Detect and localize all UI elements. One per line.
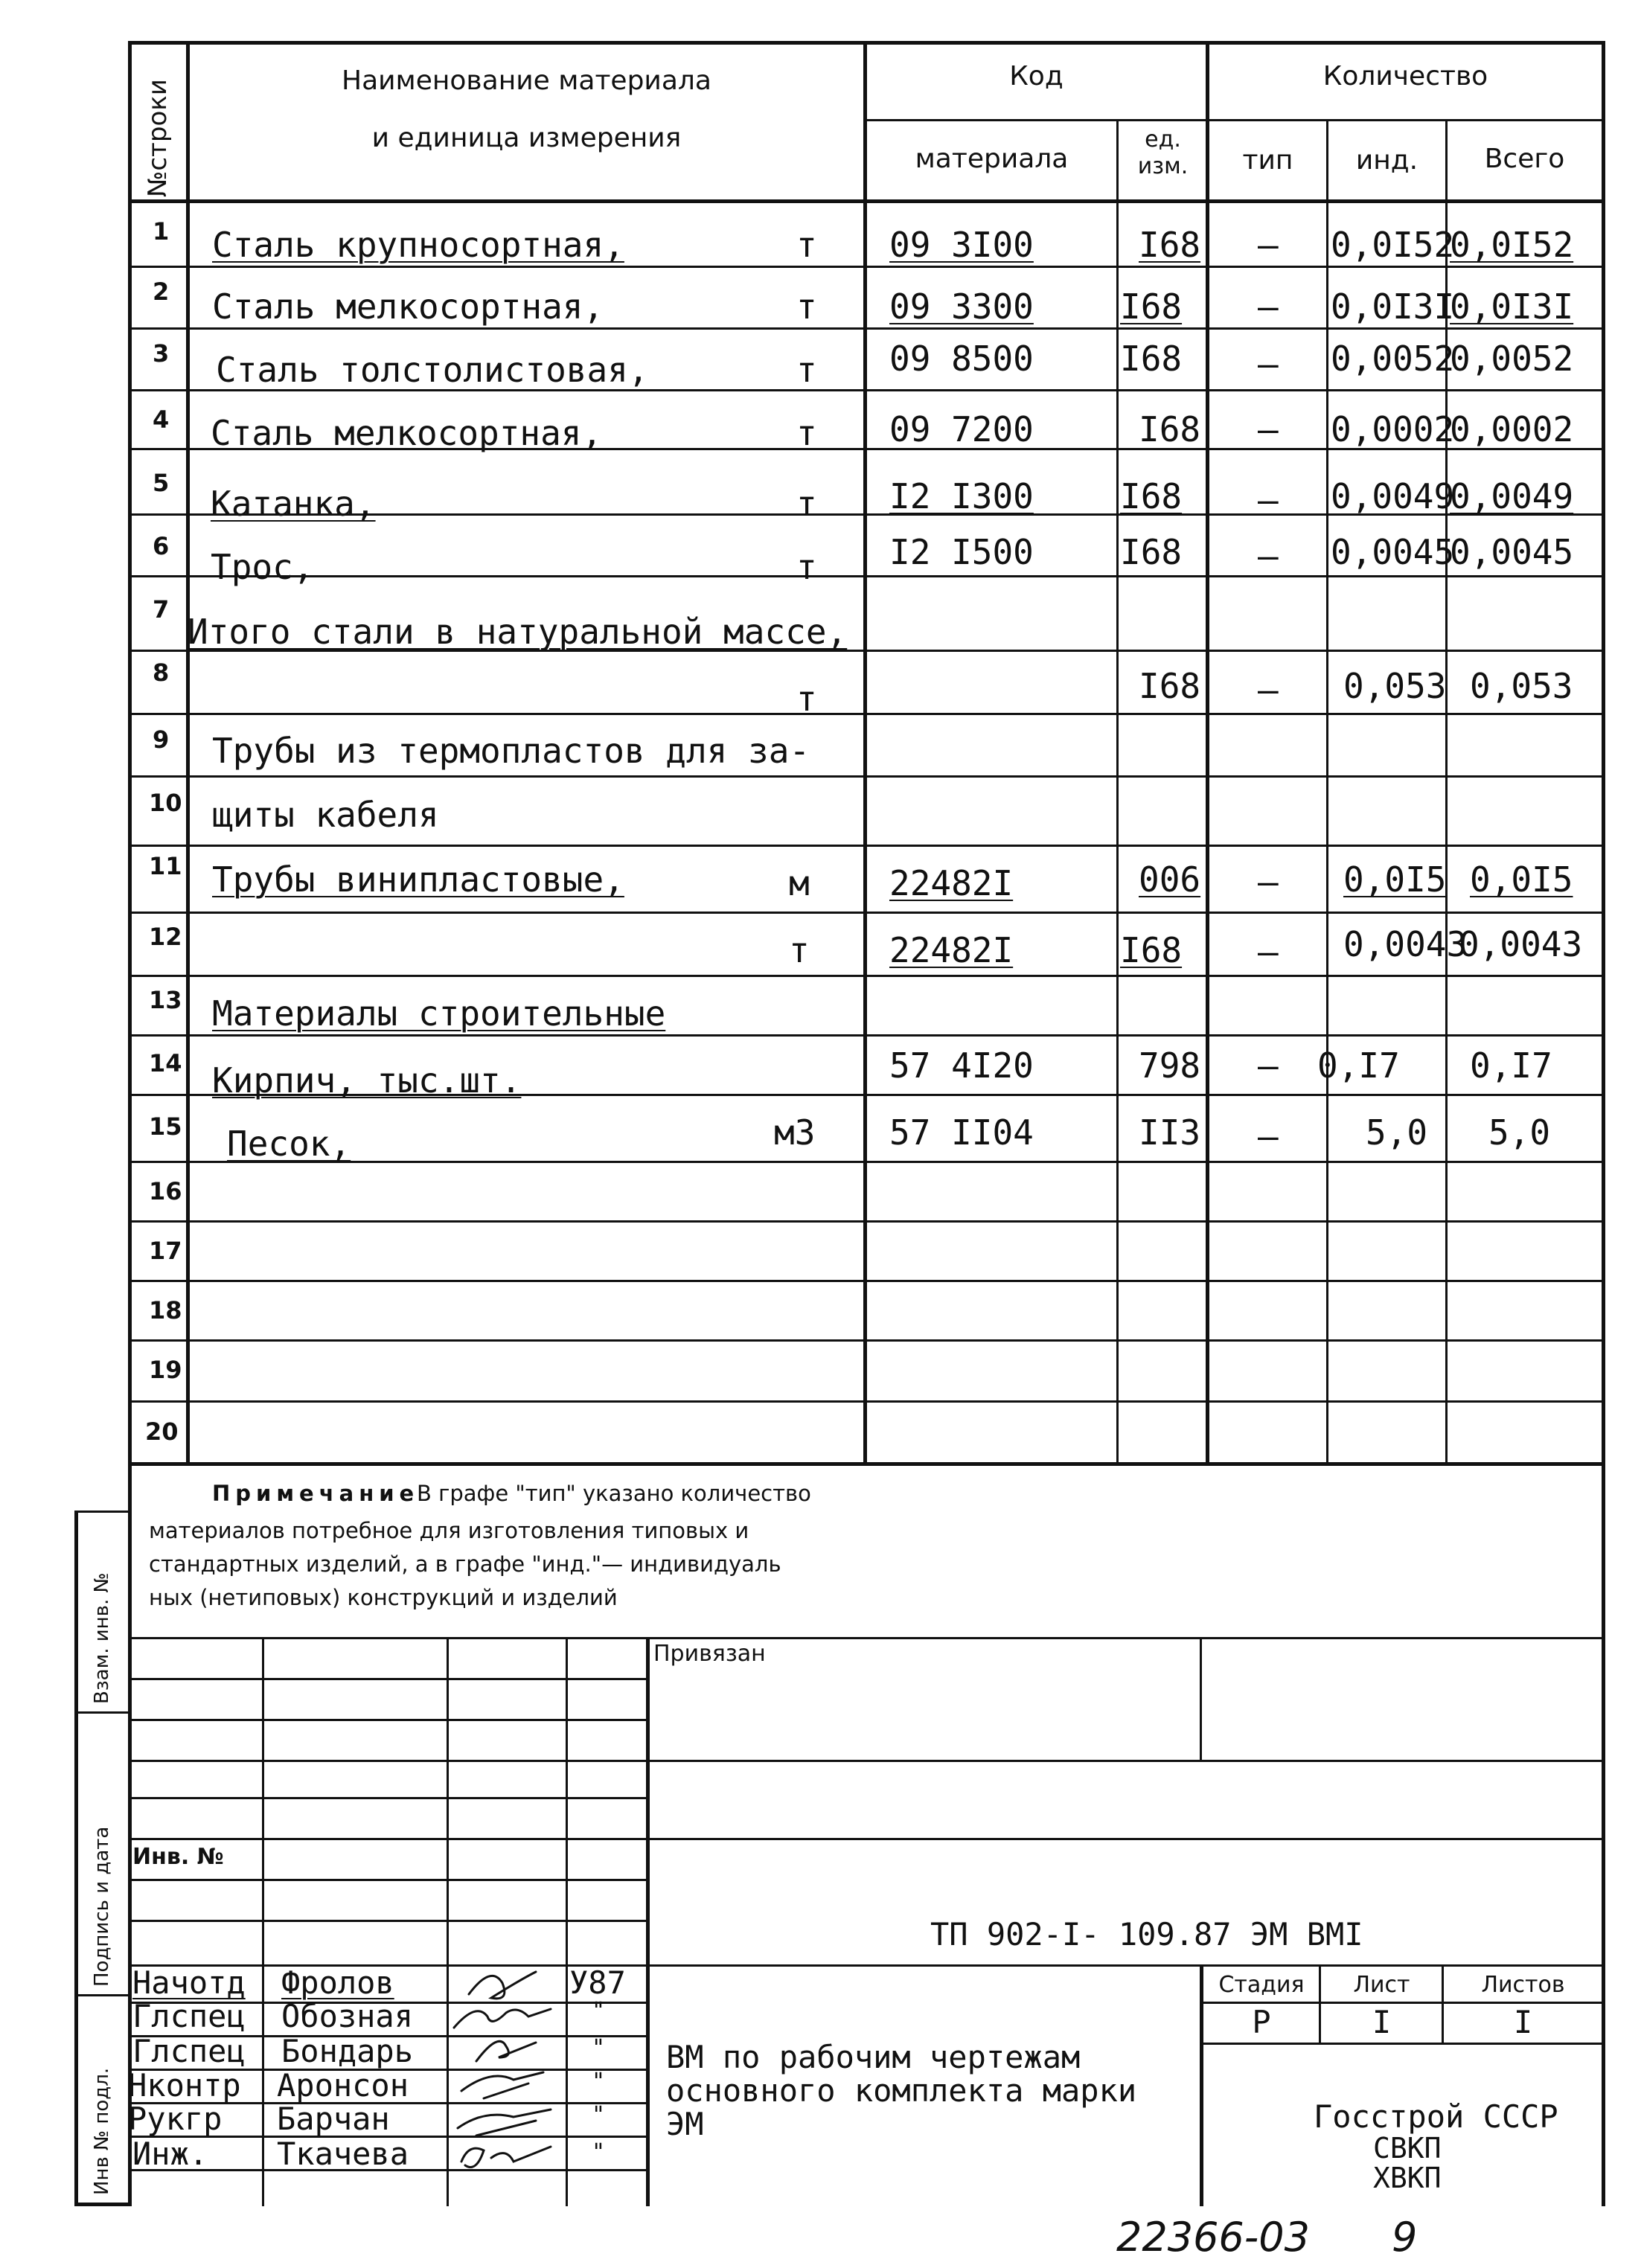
- header-code-material: материала: [915, 144, 1069, 174]
- doc-title-line1: ВМ по рабочим чертежам: [666, 2039, 1081, 2075]
- signer-date: ": [592, 2102, 606, 2128]
- row-unit: т: [789, 930, 810, 970]
- note-label: Примечание: [212, 1481, 420, 1506]
- row-number: 15: [149, 1112, 182, 1141]
- row-number: 17: [149, 1237, 182, 1265]
- header-code: Код: [1009, 61, 1064, 92]
- row-number: 10: [149, 789, 182, 817]
- signer-name: Бондарь: [281, 2033, 414, 2069]
- sheets-label: Листов: [1481, 1972, 1565, 1998]
- row-unit: т: [796, 350, 817, 390]
- row-code: 57 II04: [889, 1112, 1034, 1153]
- row-total: 5,0: [1488, 1112, 1551, 1153]
- row-unit: т: [796, 679, 817, 719]
- row-name: Трубы из термопластов для за-: [212, 731, 810, 771]
- signer-date: У87: [569, 1964, 626, 2001]
- row-code: 22482I: [889, 930, 1014, 970]
- row-number: 18: [149, 1296, 182, 1324]
- row-ed: I68: [1139, 666, 1201, 706]
- row-name: Итого стали в натуральной массе,: [188, 612, 848, 652]
- signer-date: ": [592, 2069, 606, 2095]
- row-unit: м3: [774, 1112, 816, 1153]
- row-type: –: [1258, 409, 1279, 449]
- row-unit: т: [796, 547, 817, 587]
- row-number: 12: [149, 923, 182, 951]
- row-number: 14: [149, 1049, 182, 1077]
- row-code: I2 I500: [889, 532, 1034, 572]
- row-total: 0,0049: [1450, 476, 1574, 516]
- row-name: Сталь мелкосортная,: [212, 286, 604, 327]
- signer-role: Начотд: [132, 1964, 246, 2001]
- signatures-graphic: [447, 1950, 566, 2206]
- row-total: 0,0002: [1450, 409, 1574, 449]
- header-row-no: №строки: [143, 79, 173, 197]
- side-label-inv-podl: Инв № подл.: [91, 2067, 113, 2195]
- row-ind: 0,I7: [1317, 1045, 1400, 1086]
- doc-title-line3: ЭМ: [666, 2106, 704, 2142]
- signer-date: ": [592, 1998, 606, 2024]
- sheets-value: I: [1513, 2004, 1533, 2040]
- row-number: 20: [145, 1418, 179, 1446]
- org-line3: ХВКП: [1373, 2162, 1442, 2194]
- row-number: 2: [153, 278, 170, 306]
- stage-label: Стадия: [1218, 1972, 1305, 1998]
- row-type: –: [1258, 1045, 1279, 1086]
- row-name: Сталь толстолистовая,: [216, 350, 649, 390]
- signer-role: Глспец: [132, 1998, 246, 2034]
- side-label-vzam: Взам. инв. №: [91, 1572, 113, 1704]
- row-name: Сталь мелкосортная,: [211, 413, 603, 453]
- row-ed: I68: [1120, 532, 1183, 572]
- row-name: Сталь крупносортная,: [212, 225, 624, 265]
- row-ind: 0,0049: [1331, 476, 1455, 516]
- note-line2: материалов потребное для изготовления типовых и: [149, 1518, 749, 1543]
- signer-name: Ткачева: [277, 2136, 409, 2172]
- stage-value: Р: [1252, 2004, 1271, 2040]
- row-type: –: [1258, 932, 1279, 972]
- row-number: 19: [149, 1356, 182, 1384]
- signer-date: ": [592, 2139, 606, 2165]
- row-number: 7: [153, 595, 170, 624]
- row-ed: I68: [1120, 930, 1183, 970]
- row-name: Трос,: [211, 547, 314, 587]
- row-ed: I68: [1120, 286, 1183, 327]
- row-ed: II3: [1139, 1112, 1201, 1153]
- row-number: 6: [153, 532, 170, 560]
- row-type: –: [1258, 862, 1279, 902]
- header-quantity: Количество: [1322, 61, 1488, 92]
- signer-name: Фролов: [281, 1964, 394, 2001]
- page-number: 9: [1392, 2214, 1418, 2261]
- row-type: –: [1258, 480, 1279, 520]
- row-number: 3: [153, 339, 170, 368]
- row-ind: 0,053: [1343, 666, 1447, 706]
- row-number: 8: [153, 659, 170, 687]
- row-name: щиты кабеля: [212, 795, 439, 835]
- privyazan-label: Привязан: [653, 1641, 766, 1667]
- row-ind: 0,0052: [1331, 339, 1455, 379]
- row-ed: I68: [1139, 225, 1201, 265]
- row-total: 0,053: [1470, 666, 1573, 706]
- row-number: 1: [153, 217, 170, 246]
- row-ind: 0,0I52: [1331, 225, 1455, 265]
- note-line1: В графе "тип" указано количество: [417, 1481, 811, 1506]
- row-unit: т: [796, 413, 817, 453]
- stamp-number: 22366-03: [1116, 2214, 1310, 2261]
- row-name: Материалы строительные: [212, 993, 666, 1034]
- row-unit: т: [796, 286, 817, 327]
- row-ind: 5,0: [1366, 1112, 1428, 1153]
- row-ed: 006: [1139, 859, 1201, 900]
- row-total: 0,0I3I: [1450, 286, 1574, 327]
- header-name-line1: Наименование материала: [342, 65, 711, 96]
- row-total: 0,I7: [1470, 1045, 1552, 1086]
- doc-designation: ТП 902-I- 109.87 ЭМ ВМI: [930, 1916, 1363, 1953]
- row-number: 13: [149, 986, 182, 1014]
- row-type: –: [1258, 1116, 1279, 1156]
- row-unit: м: [789, 863, 810, 903]
- row-type: –: [1258, 536, 1279, 576]
- header-q-type: тип: [1242, 145, 1293, 176]
- row-ind: 0,0043: [1343, 924, 1468, 964]
- signer-name: Аронсон: [277, 2067, 409, 2104]
- note-line3: стандартных изделий, а в графе "инд."— индивидуаль: [149, 1551, 781, 1577]
- row-unit: т: [796, 225, 817, 265]
- row-code: 09 3I00: [889, 225, 1034, 265]
- inv-no-label: Инв. №: [132, 1844, 224, 1870]
- row-number: 11: [149, 852, 182, 880]
- row-ed: I68: [1120, 339, 1183, 379]
- header-code-unit: ед. изм.: [1137, 126, 1189, 179]
- doc-title-line2: основного комплекта марки: [666, 2072, 1137, 2109]
- sheet-label: Лист: [1353, 1972, 1410, 1998]
- row-ind: 0,0I3I: [1331, 286, 1455, 327]
- row-ed: I68: [1139, 409, 1201, 449]
- row-total: 0,0052: [1450, 339, 1574, 379]
- row-unit: т: [796, 484, 817, 524]
- header-q-ind: инд.: [1355, 145, 1418, 176]
- row-type: –: [1258, 344, 1279, 384]
- row-name: Песок,: [227, 1124, 351, 1164]
- row-total: 0,0043: [1459, 924, 1583, 964]
- row-number: 4: [153, 406, 170, 434]
- row-ind: 0,0I5: [1343, 859, 1447, 900]
- signer-name: Барчан: [277, 2101, 390, 2137]
- org-line2: СВКП: [1373, 2132, 1442, 2165]
- row-ind: 0,0045: [1331, 532, 1455, 572]
- row-number: 5: [153, 469, 170, 497]
- row-total: 0,0I52: [1450, 225, 1574, 265]
- header-q-total: Всего: [1484, 144, 1565, 174]
- header-name-line2: и единица измерения: [371, 123, 682, 153]
- row-type: –: [1258, 286, 1279, 327]
- row-total: 0,0I5: [1470, 859, 1573, 900]
- signer-role: Нконтр: [128, 2067, 241, 2104]
- row-code: I2 I300: [889, 476, 1034, 516]
- row-ed: I68: [1120, 476, 1183, 516]
- signer-name: Обозная: [281, 1998, 414, 2034]
- row-type: –: [1258, 670, 1279, 710]
- row-name: Катанка,: [211, 484, 376, 524]
- row-code: 09 7200: [889, 409, 1034, 449]
- row-number: 9: [153, 725, 170, 754]
- signer-date: ": [592, 2035, 606, 2061]
- row-ind: 0,0002: [1331, 409, 1455, 449]
- row-name: Трубы винипластовые,: [212, 859, 624, 900]
- signer-role: Рукгр: [128, 2101, 223, 2137]
- sheet-value: I: [1372, 2004, 1392, 2040]
- side-label-podpis: Подпись и дата: [91, 1826, 113, 1987]
- row-type: –: [1258, 225, 1279, 265]
- row-code: 09 3300: [889, 286, 1034, 327]
- signer-role: Инж.: [132, 2136, 208, 2172]
- row-number: 16: [149, 1177, 182, 1205]
- row-name: Кирпич, тыс.шт.: [212, 1060, 522, 1101]
- row-code: 09 8500: [889, 339, 1034, 379]
- row-ed: 798: [1139, 1045, 1201, 1086]
- row-code: 57 4I20: [889, 1045, 1034, 1086]
- org-line1: Госстрой СССР: [1314, 2098, 1558, 2135]
- signer-role: Глспец: [132, 2033, 246, 2069]
- row-total: 0,0045: [1450, 532, 1574, 572]
- row-code: 22482I: [889, 863, 1014, 903]
- note-line4: ных (нетиповых) конструкций и изделий: [149, 1585, 618, 1610]
